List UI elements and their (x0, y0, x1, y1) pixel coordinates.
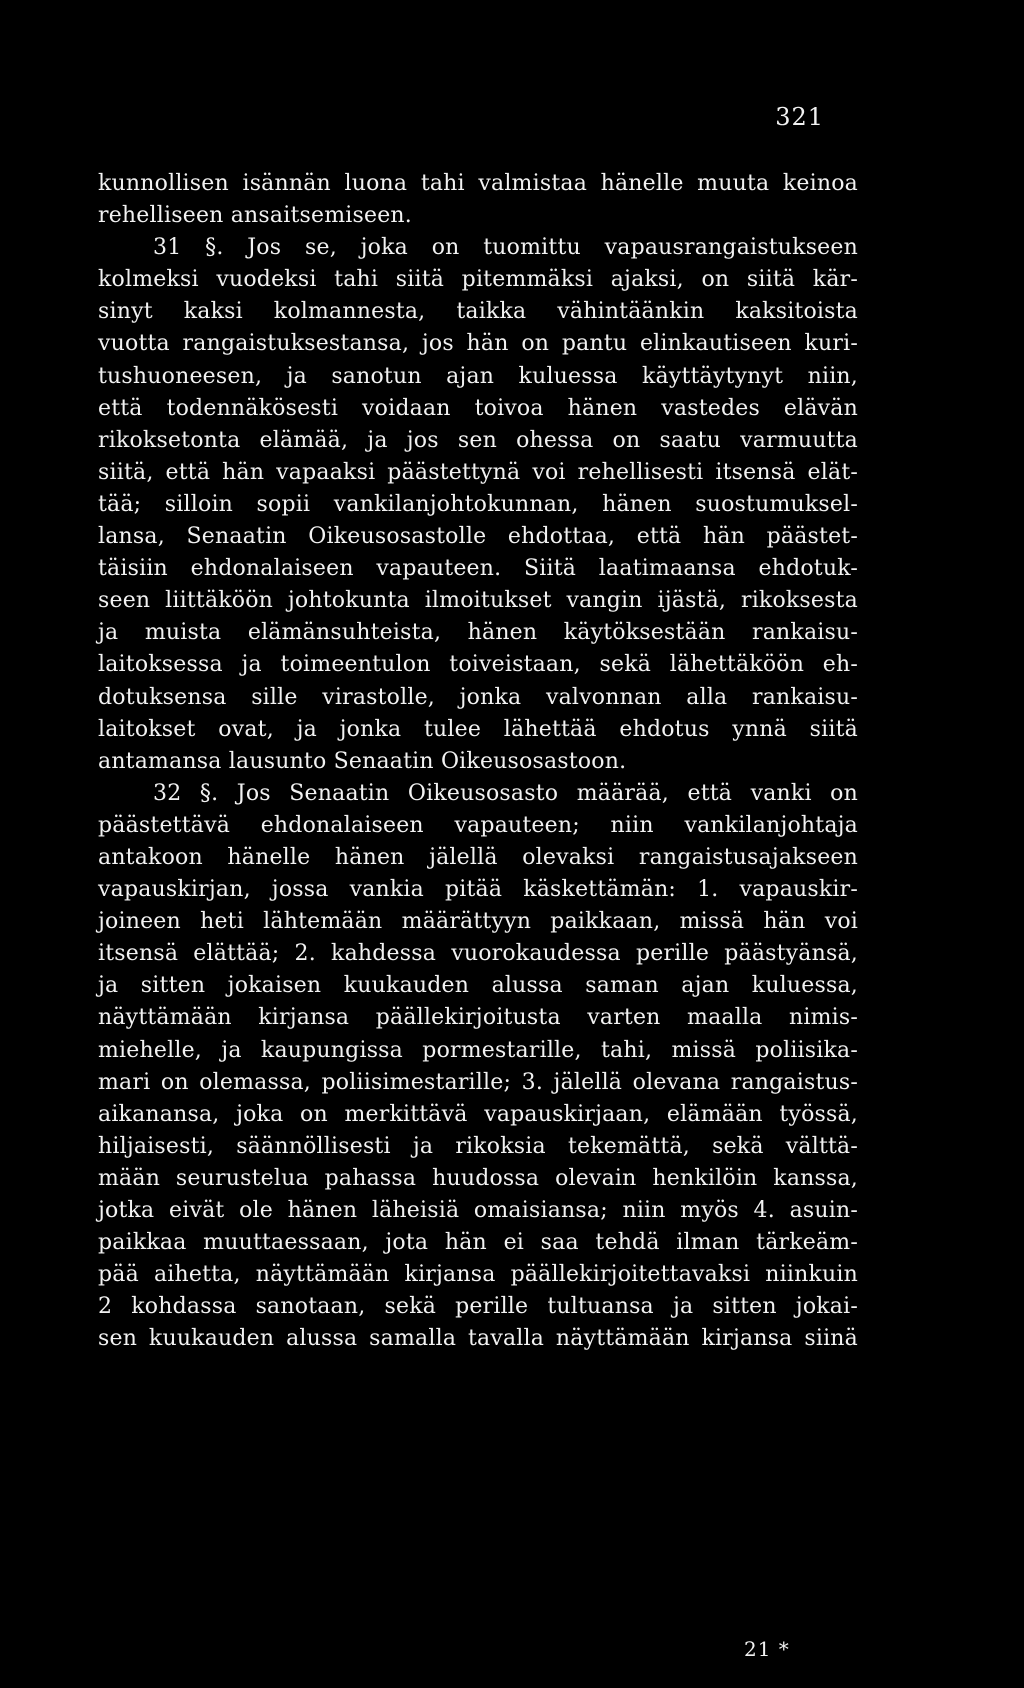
text-line: näyttämään kirjansa päällekirjoitusta varten maalla nimis- (98, 1005, 858, 1031)
signature-mark: 21 * (744, 1637, 790, 1661)
text-line: rehelliseen ansaitsemiseen. (98, 203, 412, 229)
text-line: antakoon hänelle hänen jälellä olevaksi rangaistusajakseen (98, 844, 858, 870)
text-line: pää aihetta, näyttämään kirjansa päällekirjoitettavaksi niinkuin (98, 1262, 858, 1288)
text-line: kolmeksi vuodeksi tahi siitä pitemmäksi ajaksi, on siitä kär- (98, 267, 858, 293)
paragraph-32-start: 32 §. Jos Senaatin Oikeusosasto määrää, että vanki on (153, 780, 858, 806)
page-number: 321 (775, 103, 824, 131)
text-line: täisiin ehdonalaiseen vapauteen. Siitä laatimaansa ehdotuk- (98, 556, 858, 582)
text-line: tushuoneesen, ja sanotun ajan kuluessa käyttäytynyt niin, (98, 363, 858, 389)
text-line: joineen heti lähtemään määrättyyn paikkaan, missä hän voi (98, 909, 858, 935)
text-line: seen liittäköön johtokunta ilmoitukset vangin ijästä, rikoksesta (98, 588, 858, 614)
text-line: laitoksessa ja toimeentulon toiveistaan, sekä lähettäköön eh- (98, 652, 858, 678)
text-line: ja muista elämänsuhteista, hänen käytöksestään rankaisu- (98, 620, 858, 646)
text-line: dotuksensa sille virastolle, jonka valvonnan alla rankaisu- (98, 684, 858, 710)
text-line: laitokset ovat, ja jonka tulee lähettää ehdotus ynnä siitä (98, 716, 858, 742)
text-line: siitä, että hän vapaaksi päästettynä voi rehellisesti itsensä elät- (98, 459, 858, 485)
paragraph-31-start: 31 §. Jos se, joka on tuomittu vapausrangaistukseen (153, 235, 858, 261)
text-line: jotka eivät ole hänen läheisiä omaisiansa; niin myös 4. asuin- (98, 1198, 858, 1223)
text-line: mään seurustelua pahassa huudossa olevain henkilöin kanssa, (98, 1165, 858, 1191)
text-line: kunnollisen isännän luona tahi valmistaa hänelle muuta keinoa (98, 171, 858, 196)
text-line: paikkaa muuttaessaan, jota hän ei saa tehdä ilman tärkeäm- (98, 1230, 858, 1256)
text-line: vapauskirjan, jossa vankia pitää käskettämän: 1. vapauskir- (98, 877, 858, 903)
text-line: sen kuukauden alussa samalla tavalla näyttämään kirjansa siinä (98, 1326, 858, 1352)
text-line: vuotta rangaistuksestansa, jos hän on pantu elinkautiseen kuri- (98, 331, 858, 357)
text-line: ja sitten jokaisen kuukauden alussa saman ajan kuluessa, (98, 973, 858, 999)
text-line: antamansa lausunto Senaatin Oikeusosastoon. (98, 748, 627, 774)
text-line: lansa, Senaatin Oikeusosastolle ehdottaa, että hän päästet- (98, 524, 858, 550)
text-line: päästettävä ehdonalaiseen vapauteen; niin vankilanjohtaja (98, 812, 858, 838)
text-line: aikanansa, joka on merkittävä vapauskirjaan, elämään työssä, (98, 1101, 858, 1127)
text-line: miehelle, ja kaupungissa pormestarille, tahi, missä poliisika- (98, 1037, 858, 1063)
text-line: tää; silloin sopii vankilanjohtokunnan, hänen suostumuksel- (98, 491, 858, 517)
body-text (98, 168, 858, 1355)
text-line: hiljaisesti, säännöllisesti ja rikoksia tekemättä, sekä välttä- (98, 1133, 858, 1159)
text-line: rikoksetonta elämää, ja jos sen ohessa on saatu varmuutta (98, 427, 858, 453)
text-line: 2 kohdassa sanotaan, sekä perille tultuansa ja sitten jokai- (98, 1294, 858, 1320)
text-line: sinyt kaksi kolmannesta, taikka vähintäänkin kaksitoista (98, 299, 858, 325)
text-line: itsensä elättää; 2. kahdessa vuorokaudessa perille päästyänsä, (98, 941, 858, 967)
text-line: että todennäkösesti voidaan toivoa hänen vastedes elävän (98, 395, 858, 421)
text-line: mari on olemassa, poliisimestarille; 3. jälellä olevana rangaistus- (98, 1069, 858, 1095)
